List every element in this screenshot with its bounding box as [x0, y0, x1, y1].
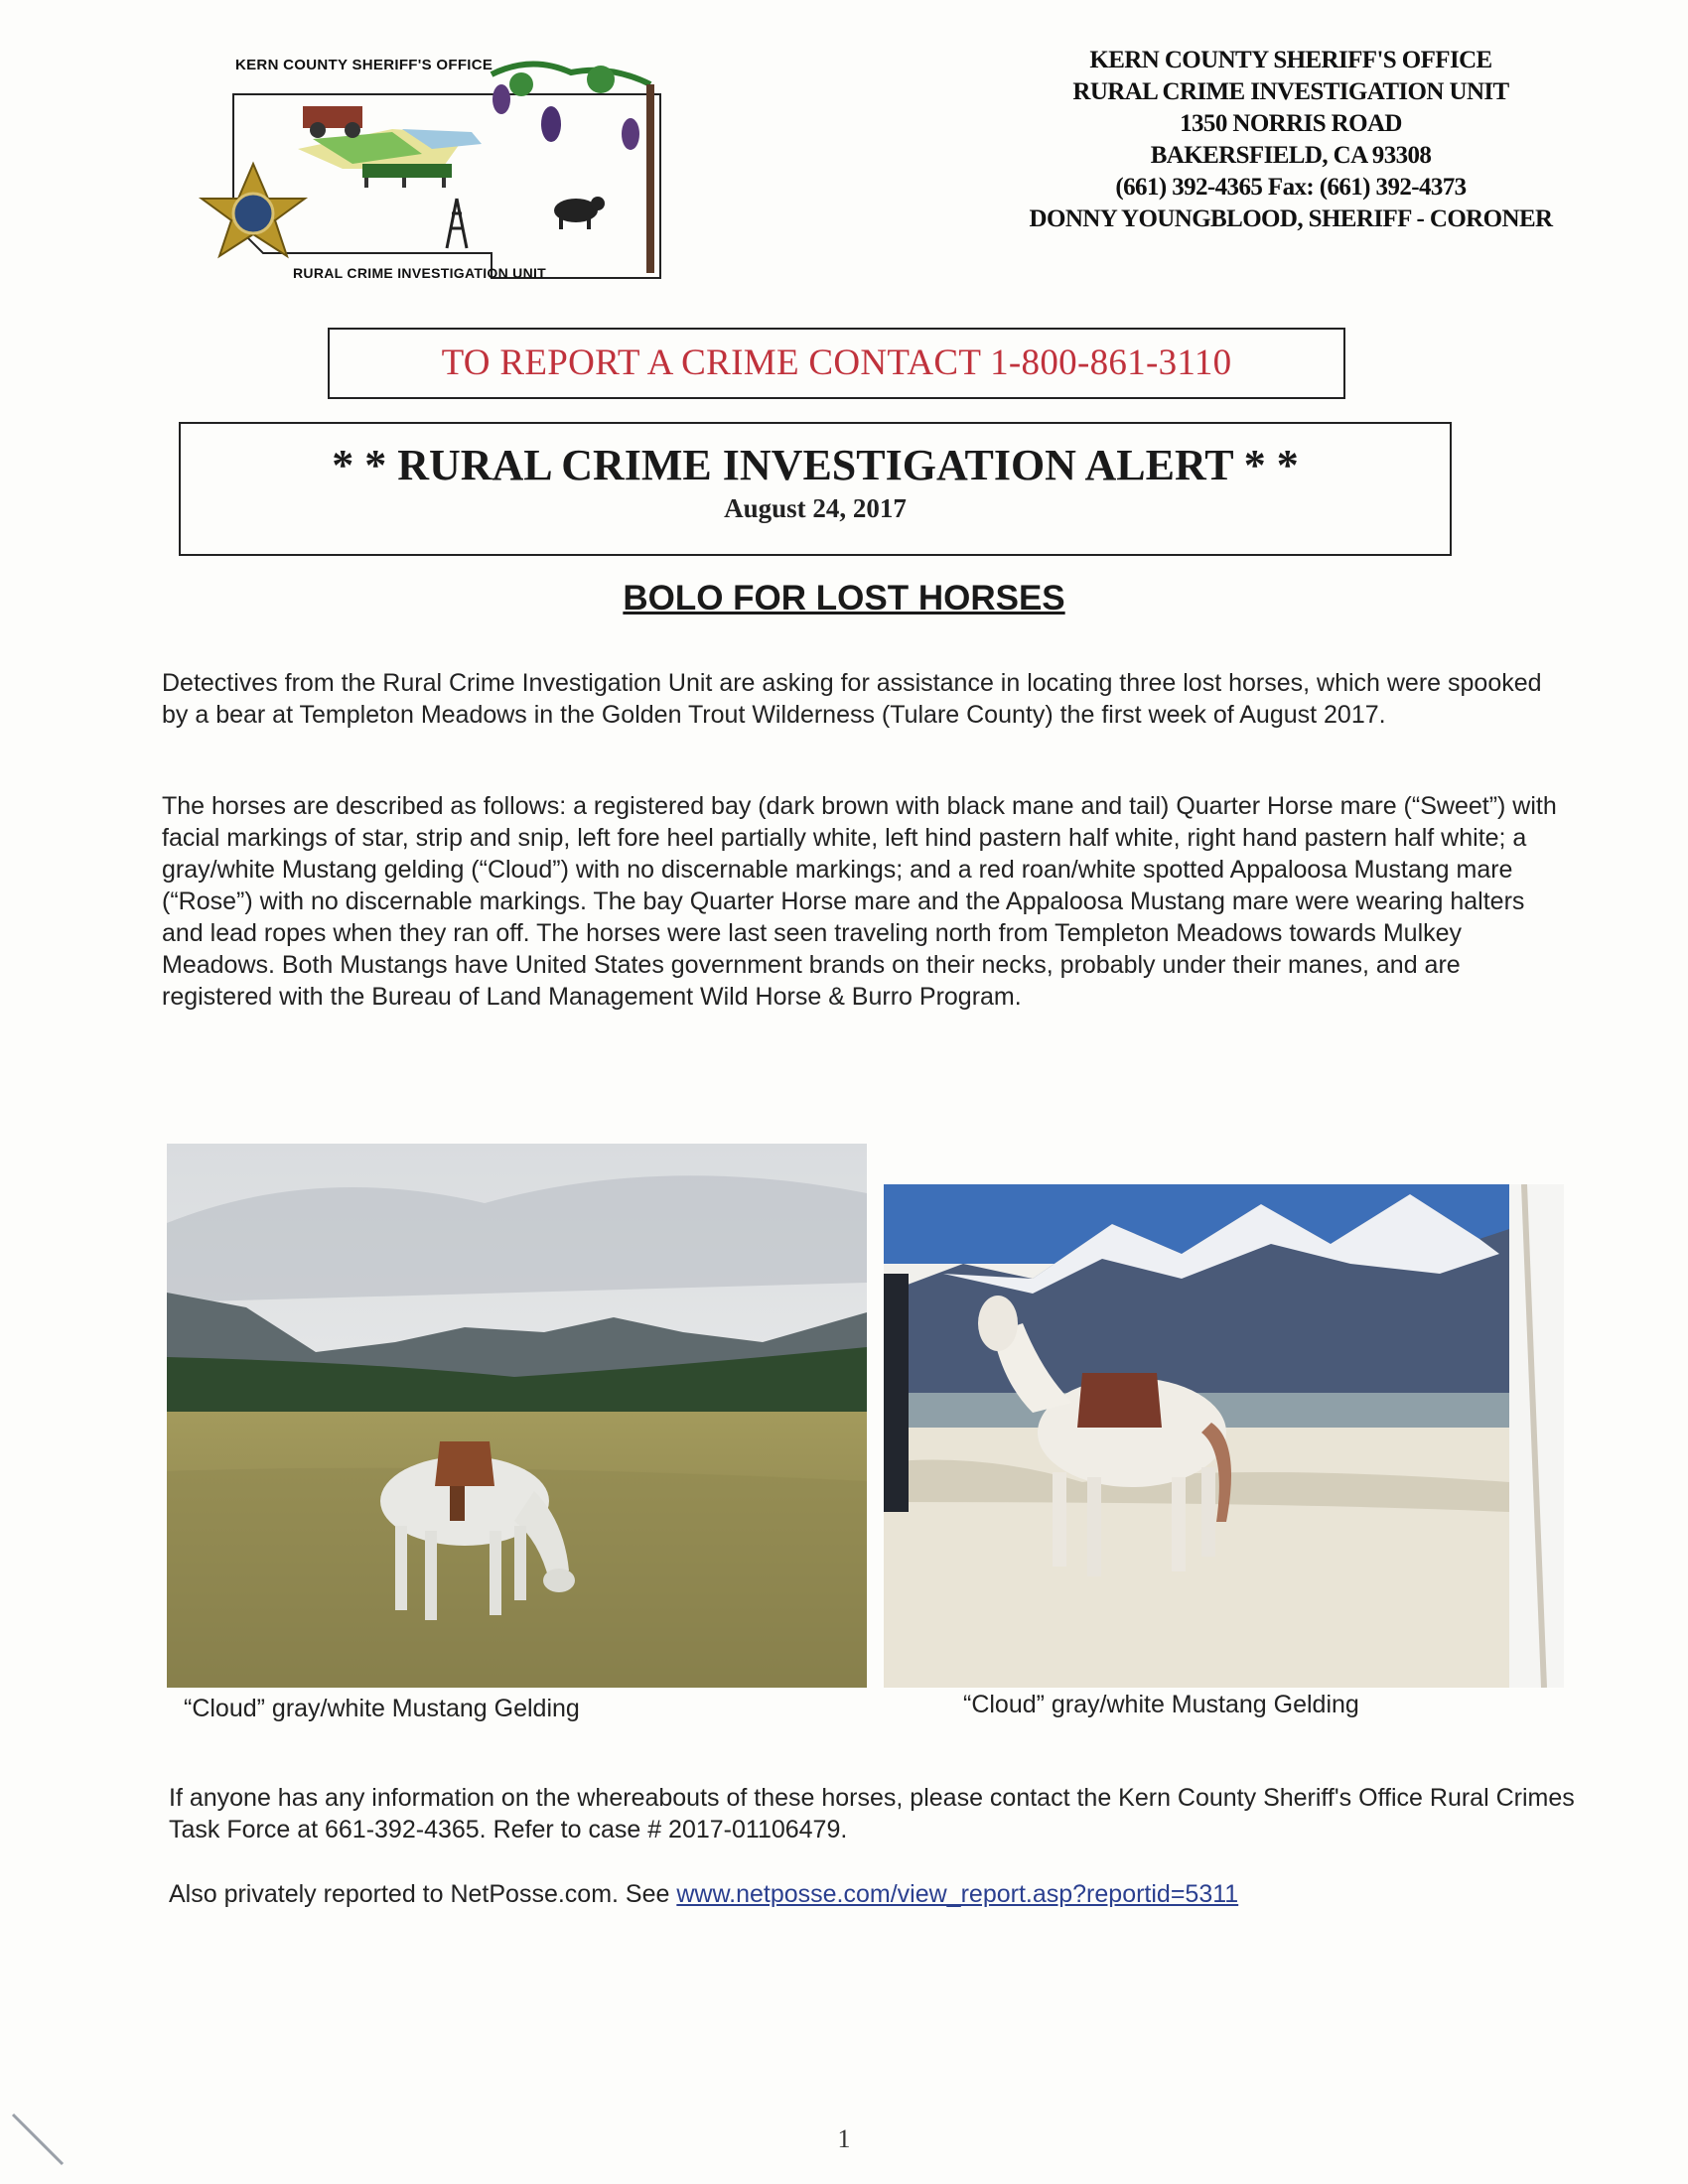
report-crime-box	[328, 328, 1345, 399]
netposse-link[interactable]: www.netposse.com/view_report.asp?reportid=5311	[676, 1880, 1239, 1908]
alert-box	[179, 422, 1452, 556]
alert-date: August 24, 2017	[724, 493, 907, 523]
sheriff-logo	[194, 55, 715, 293]
letterhead-sheriff: DONNY YOUNGBLOOD, SHERIFF - CORONER	[1029, 205, 1553, 232]
letterhead-office: KERN COUNTY SHERIFF'S OFFICE	[1089, 47, 1492, 73]
horse-description-paragraph: The horses are described as follows: a registered bay (dark brown with black mane and tail) Quarter Horse mare (“Sweet”) with facial markings of star, strip and snip, left fore heel partially white, left hind pastern half white, right hand pastern half white; a gray/white Mustang gelding (“Cloud”) with no discernable markings; and a red roan/white spotted Appaloosa Mustang mare (“Rose”) with no discernable markings. The bay Quarter Horse mare and the Appaloosa Mustang mare were wearing halters and lead ropes when they ran off. The horses were last seen traveling north from Templeton Meadows towards Mulkey Meadows. Both Mustangs have United States government brands on their necks, probably under their manes, and are registered with the Bureau of Land Management Wild Horse & Burro Program.	[162, 792, 1557, 1011]
logo-top-text: KERN COUNTY SHERIFF'S OFFICE	[235, 57, 493, 73]
letterhead-city: BAKERSFIELD, CA 93308	[1150, 142, 1432, 169]
report-crime-text: TO REPORT A CRIME CONTACT 1-800-861-3110	[441, 342, 1232, 383]
page-number: 1	[837, 2124, 851, 2153]
intro-paragraph: Detectives from the Rural Crime Investigation Unit are asking for assistance in locating three lost horses, which were spooked by a bear at Templeton Meadows in the Golden Trout Wilderness (Tulare County) the first week of August 2017.	[162, 669, 1542, 729]
letterhead-street: 1350 NORRIS ROAD	[1180, 110, 1402, 137]
logo-bottom-text: RURAL CRIME INVESTIGATION UNIT	[293, 265, 547, 281]
letterhead	[1013, 45, 1569, 235]
photo-caption-1: “Cloud” gray/white Mustang Gelding	[184, 1695, 580, 1722]
bolo-heading: BOLO FOR LOST HORSES	[623, 579, 1065, 617]
letterhead-phone: (661) 392-4365 Fax: (661) 392-4373	[1115, 174, 1467, 201]
photo-meadow-horse	[167, 1144, 867, 1688]
logo-graphic	[194, 55, 715, 293]
alert-title: * * RURAL CRIME INVESTIGATION ALERT * *	[332, 441, 1299, 489]
contact-paragraph: If anyone has any information on the whereabouts of these horses, please contact the Kern County Sheriff's Office Rural Crimes Task Force at 661-392-4365. Refer to case # 2017-01106479.	[169, 1784, 1575, 1843]
netposse-paragraph	[169, 1878, 1579, 1910]
photo-caption-2: “Cloud” gray/white Mustang Gelding	[963, 1691, 1359, 1718]
letterhead-unit: RURAL CRIME INVESTIGATION UNIT	[1072, 78, 1509, 105]
page-corner-mark	[8, 2105, 77, 2174]
netposse-prefix: Also privately reported to NetPosse.com. See	[169, 1880, 677, 1908]
photo-mountain-horse	[884, 1184, 1564, 1688]
